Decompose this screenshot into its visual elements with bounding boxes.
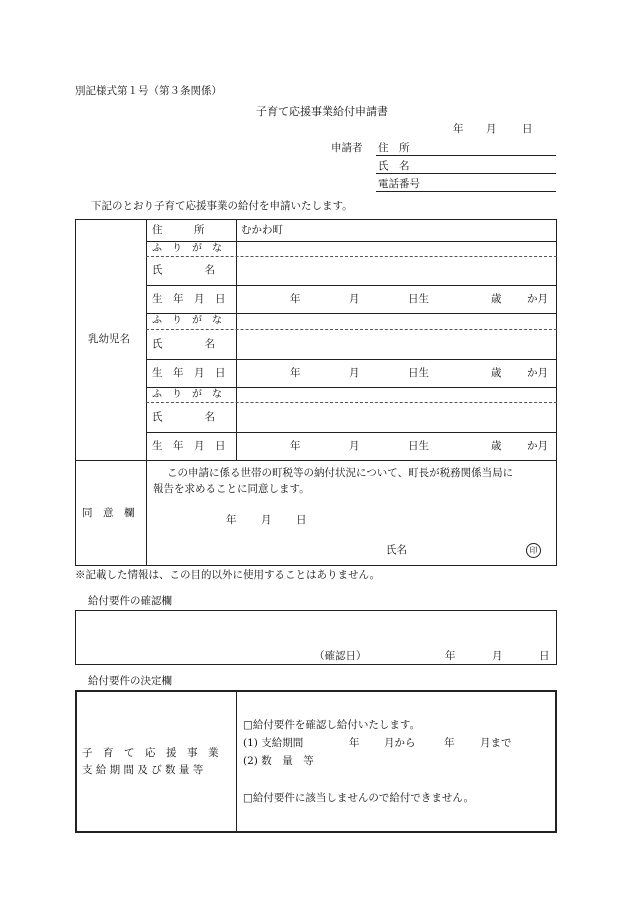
applicant-name-label: 氏 名 [378, 160, 410, 172]
main-table [75, 219, 557, 566]
child-1-name-label: 氏 名 [152, 264, 215, 276]
applicant-address-label: 住 所 [378, 142, 410, 154]
child-2-furigana-label: ふ り が な [152, 315, 222, 326]
child-1-age-years: 歳 [491, 293, 502, 305]
consent-text-line1: この申請に係る世帯の町税等の納付状況について、町長が税務関係当局に [167, 467, 514, 479]
row-line [146, 387, 557, 388]
date-year: 年 [453, 123, 464, 135]
child-1-furigana-label: ふ り が な [152, 243, 222, 254]
row-line [75, 460, 557, 461]
main-table-divider [146, 219, 147, 566]
row-line [146, 285, 557, 286]
consent-day: 日 [296, 514, 307, 526]
usage-note: ※記載した情報は、この目的以外に使用することはありません。 [75, 569, 381, 581]
decision-period-month-from: 月から [384, 737, 416, 749]
child-1-dob-label: 生 年 月 日 [152, 293, 226, 305]
applicant-phone-label: 電話番号 [378, 178, 420, 190]
decision-quantity-label: (2) 数 量 等 [243, 755, 314, 767]
applicant-address-line[interactable] [376, 155, 556, 156]
child-2-month: 月 [349, 367, 360, 379]
confirmation-month: 月 [492, 650, 503, 662]
consent-name-label: 氏名 [386, 544, 407, 556]
intro-text: 下記のとおり子育て応援事業の給付を申請いたします。 [91, 200, 353, 212]
row-dash [146, 256, 557, 257]
date-month: 月 [486, 123, 497, 135]
confirmation-day: 日 [539, 650, 550, 662]
decision-heading: 給付要件の決定欄 [88, 675, 172, 687]
child-1-age-months: か月 [527, 293, 548, 305]
child-2-age-months: か月 [527, 367, 548, 379]
row-dash [146, 329, 557, 330]
decision-left-line1: 子 育 て 応 援 事 業 [82, 747, 219, 759]
child-3-month: 月 [349, 440, 360, 452]
row-line [146, 359, 557, 360]
decision-divider [236, 690, 237, 833]
row-line [146, 432, 557, 433]
child-3-day: 日生 [408, 440, 429, 452]
child-3-age-months: か月 [527, 440, 548, 452]
row-line [146, 313, 557, 314]
row-line [146, 241, 557, 242]
form-number: 別記様式第１号（第３条関係） [75, 85, 222, 97]
child-2-day: 日生 [408, 367, 429, 379]
consent-month: 月 [261, 514, 272, 526]
child-1-day: 日生 [408, 293, 429, 305]
address-value[interactable]: むかわ町 [241, 224, 283, 236]
child-2-name-label: 氏 名 [152, 338, 215, 350]
consent-year: 年 [226, 514, 237, 526]
decision-box [75, 690, 557, 833]
applicant-name-line[interactable] [376, 173, 556, 174]
applicant-phone-line[interactable] [376, 191, 556, 192]
decision-period-year2: 年 [444, 737, 455, 749]
decision-option-grant[interactable]: □給付要件を確認し給付いたします。 [243, 719, 421, 731]
child-3-furigana-label: ふ り が な [152, 389, 222, 400]
decision-option-deny[interactable]: □給付要件に該当しませんので給付できません。 [243, 792, 475, 804]
page-title: 子育て応援事業給付申請書 [256, 105, 388, 118]
consent-label: 同 意 欄 [82, 507, 135, 519]
date-day: 日 [522, 123, 533, 135]
row-dash [146, 402, 557, 403]
address-label: 住 所 [152, 224, 205, 236]
consent-text-line2: 報告を求めることに同意します。 [153, 483, 310, 495]
decision-period-label: (1) 支給期間 [243, 737, 304, 749]
child-1-year: 年 [290, 293, 301, 305]
child-3-age-years: 歳 [491, 440, 502, 452]
seal-icon: 印 [526, 543, 541, 558]
confirmation-heading: 給付要件の確認欄 [88, 595, 172, 607]
child-3-dob-label: 生 年 月 日 [152, 440, 226, 452]
child-3-name-label: 氏 名 [152, 411, 215, 423]
child-2-year: 年 [290, 367, 301, 379]
confirmation-year: 年 [445, 650, 456, 662]
decision-left-line2: 支 給 期 間 及 び 数 量 等 [82, 764, 204, 776]
infant-label: 乳幼児名 [88, 333, 130, 345]
child-2-dob-label: 生 年 月 日 [152, 367, 226, 379]
decision-period-month-until: 月まで [480, 737, 512, 749]
applicant-label: 申請者 [331, 142, 363, 154]
child-1-month: 月 [349, 293, 360, 305]
child-3-year: 年 [290, 440, 301, 452]
confirmation-date-label: （確認日） [314, 650, 367, 662]
child-2-age-years: 歳 [491, 367, 502, 379]
decision-period-year1: 年 [349, 737, 360, 749]
